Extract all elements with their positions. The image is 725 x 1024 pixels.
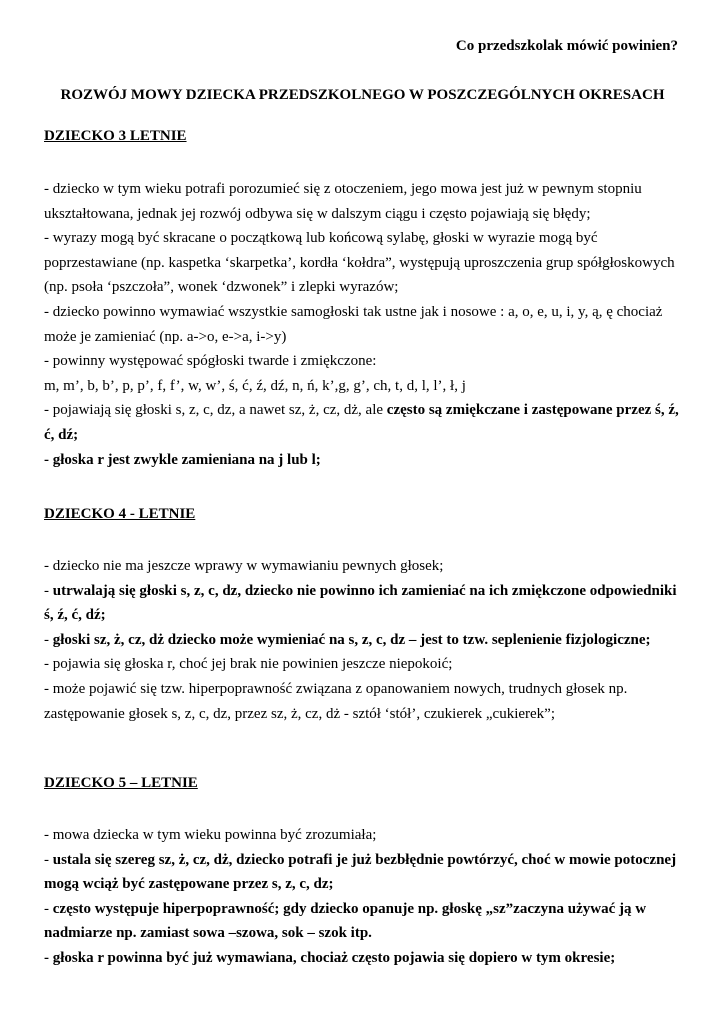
text-plain: - — [44, 900, 53, 917]
section-body-5 — [44, 823, 684, 971]
section-heading-4: DZIECKO 4 - LETNIE — [44, 506, 196, 522]
text-plain: - pojawiają się głoski s, z, c, dz, a nawet sz, ż, cz, dż, ale — [44, 402, 387, 419]
paragraph — [44, 579, 684, 628]
text-plain: - — [44, 582, 53, 599]
paragraph: - dziecko w tym wieku potrafi porozumieć się z otoczeniem, jego mowa jest już w pewnym stopniu ukształtowana, jednak jej rozwój odbywa się w dalszym ciągu i często pojawiają się błędy; — [44, 181, 642, 222]
paragraph — [44, 946, 684, 971]
paragraph: - powinny występować spógłoski twarde i zmiękczone: — [44, 353, 377, 370]
section-body-3 — [44, 177, 684, 472]
paragraph — [44, 448, 684, 473]
text-plain: - — [44, 851, 53, 868]
top-note: Co przedszkolak mówić powinien? — [455, 38, 678, 54]
text-bold: utrwalają się głoski s, z, c, dz, dziecko nie powinno ich zamieniać na ich zmiękczone odpowiedniki ś, ź, ć, dź; — [44, 582, 677, 624]
paragraph: - wyrazy mogą być skracane o początkową lub końcową sylabę, głoski w wyrazie mogą być poprzestawiane (np. kaspetka ‘skarpetka’, kordła ‘kołdra”, występują uproszczenia grup spółgłoskowych (np. psoła ‘pszczoła”, wonek ‘dzwonek” i zlepki wyrazów; — [44, 230, 675, 296]
paragraph: - może pojawić się tzw. hiperpoprawność związana z opanowaniem nowych, trudnych głosek np. zastępowanie głosek s, z, c, dz, przez sz, ż, cz, dż - sztół ‘stół’, czukierek „cukierek”; — [44, 680, 628, 722]
section-heading-5: DZIECKO 5 – LETNIE — [44, 775, 198, 791]
paragraph: m, m’, b, b’, p, p’, f, f’, w, w’, ś, ć, ź, dź, n, ń, k’,g, g’, ch, t, d, l, l’, ł, j — [44, 377, 466, 394]
paragraph: - dziecko nie ma jeszcze wprawy w wymawianiu pewnych głosek; — [44, 558, 444, 574]
paragraph — [44, 628, 684, 653]
text-bold: - głoska r jest zwykle zamieniana na j lub l; — [44, 451, 321, 468]
text-bold: często występuje hiperpoprawność; gdy dziecko opanuje np. głoskę „sz”zaczyna używać ją w nadmiarze np. zamiast sowa –szowa, sok – szok itp. — [44, 900, 647, 942]
paragraph: - pojawia się głoska r, choć jej brak nie powinien jeszcze niepokoić; — [44, 656, 453, 673]
section-heading-3: DZIECKO 3 LETNIE — [44, 128, 187, 144]
paragraph — [44, 897, 684, 946]
text-bold: głoski sz, ż, cz, dż dziecko może wymieniać na s, z, c, dz – jest to tzw. seplenienie fizjologiczne; — [52, 631, 651, 648]
text-bold: - głoska r powinna być już wymawiana, chociaż często pojawia się dopiero w tym okresie; — [44, 949, 616, 966]
page-title: ROZWÓJ MOWY DZIECKA PRZEDSZKOLNEGO W POSZCZEGÓLNYCH OKRESACH — [60, 87, 665, 103]
text-plain: - — [44, 631, 53, 648]
paragraph: - dziecko powinno wymawiać wszystkie samogłoski tak ustne jak i nosowe : a, o, e, u, i, y, ą, ę chociaż może je zamieniać (np. a->o, e->a, i->y) — [44, 303, 663, 345]
section-body-4 — [44, 554, 684, 726]
paragraph — [44, 398, 684, 447]
paragraph: - mowa dziecka w tym wieku powinna być zrozumiała; — [44, 827, 377, 843]
text-bold: często są zmiękczane i zastępowane przez ś, ź, ć, dź; — [44, 402, 679, 443]
paragraph — [44, 848, 684, 897]
text-bold: ustala się szereg sz, ż, cz, dż, dziecko potrafi je już bezbłędnie powtórzyć, choć w mowie potocznej mogą wciąż być zastępowane przez s, z, c, dz; — [44, 851, 677, 893]
